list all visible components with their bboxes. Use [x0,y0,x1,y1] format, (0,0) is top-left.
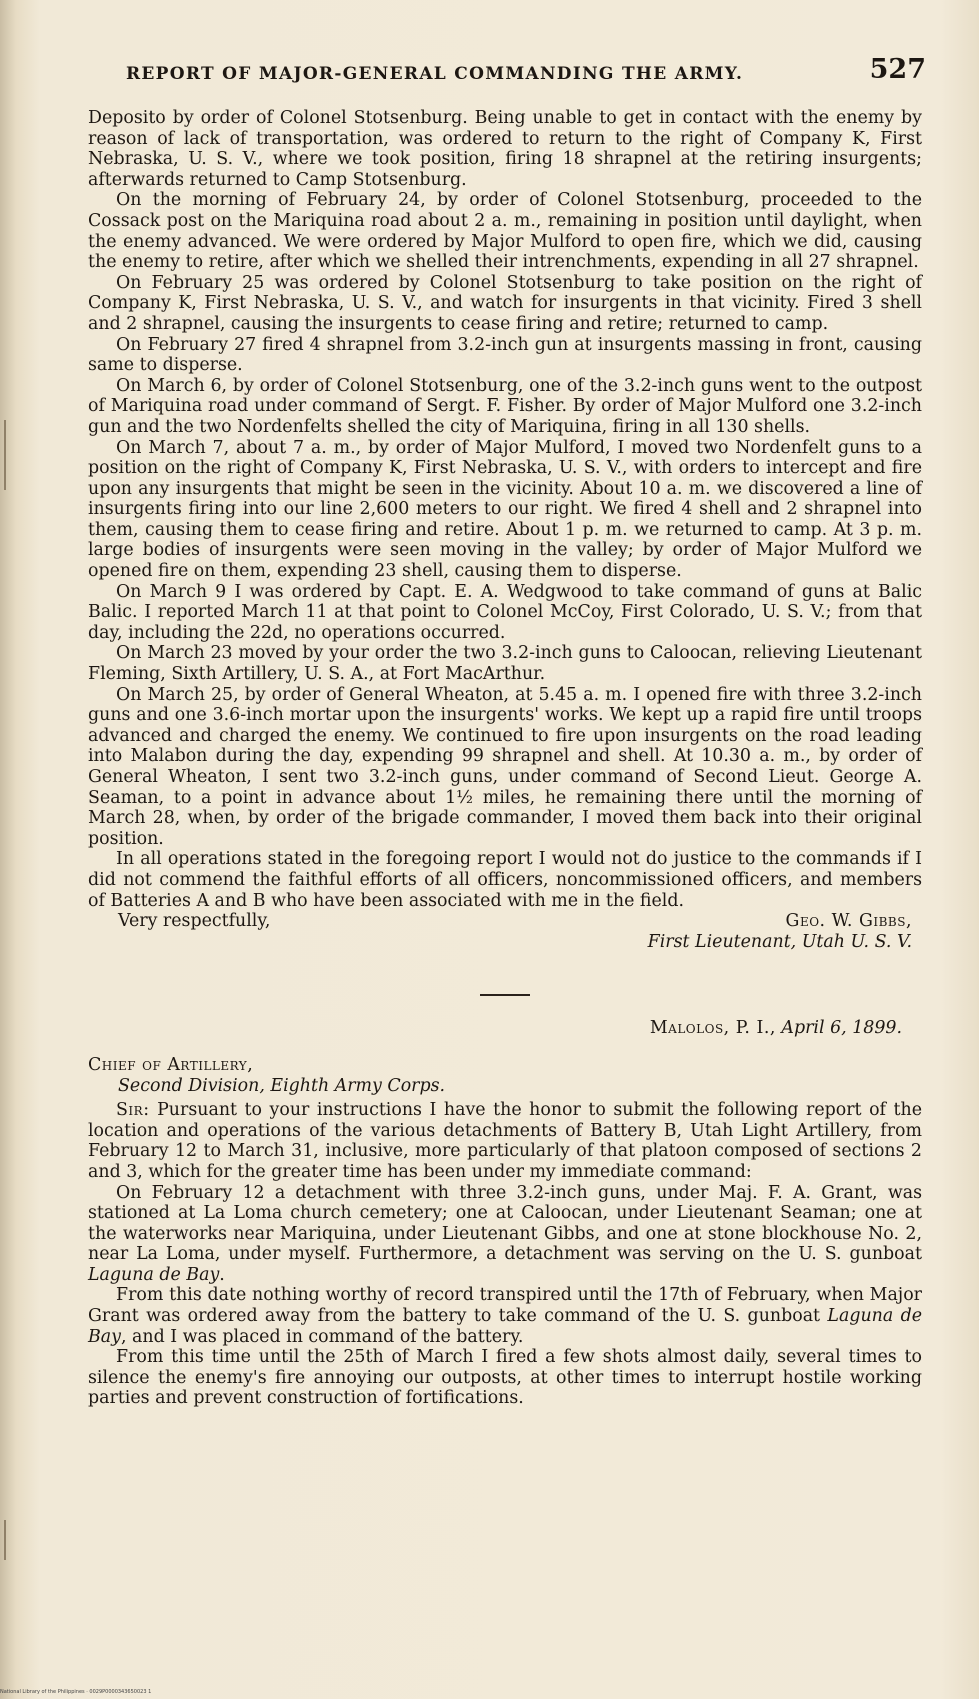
salutation-sir: Sir: [116,1100,150,1121]
paragraph [88,1285,922,1347]
scan-imprint: National Library of the Philippines · 0029P0000343650023 1 [0,1689,152,1695]
paragraph: On March 25, by order of General Wheaton, at 5.45 a. m. I opened fire with three 3.2-inch guns and one 3.6-inch mortar upon the insurgents' works. We kept up a rapid fire until troops advanced and charged the enemy. We continued to fire upon insurgents on the road leading into Malabon during the day, expending 99 shrapnel and shell. At 10.30 a. m., by order of General Wheaton, I sent two 3.2-inch guns, under command of Second Lieut. George A. Seaman, to a point in advance about 1½ miles, he remaining there until the morning of March 28, when, by order of the brigade commander, I moved them back into their original position. [88,684,922,849]
section-divider [480,994,530,996]
page-header [126,54,926,90]
dateline [88,1018,922,1039]
signature-block [88,911,922,952]
addressee: Chief of Artillery, [88,1054,254,1075]
paragraph: On March 7, about 7 a. m., by order of Major Mulford, I moved two Nordenfelt guns to a position on the right of Company K, First Nebraska, U. S. V., with orders to intercept and fire upon any insurgents that might be seen in the vicinity. About 10 a. m. we discovered a line of insurgents firing into our line 2,600 meters to our right. We fired 4 shell and 2 shrapnel into them, causing them to cease firing and retire. About 1 p. m. we returned to camp. At 3 p. m. large bodies of insurgents were seen moving in the valley; by order of Major Mulford we opened fire on them, expending 23 shell, causing them to disperse. [88,437,922,582]
paragraph: On March 23 moved by your order the two 3.2-inch guns to Caloocan, relieving Lieutenant Fleming, Sixth Artillery, U. S. A., at Fort MacArthur. [88,643,922,685]
paragraph-text: From this date nothing worthy of record transpired until the 17th of February, when Major Grant was ordered away from the battery to take command of the U. S. gunboat [88,1285,922,1327]
paragraph: On the morning of February 24, by order of Colonel Stotsenburg, proceeded to the Cossack post on the Mariquina road about 2 a. m., remaining in position until daylight, when the enemy advanced. We were ordered by Major Mulford to open fire, which we did, causing the enemy to retire, after which we shelled their intrenchments, expending in all 27 shrapnel. [88,190,922,273]
paragraph-text: On February 12 a detachment with three 3.2-inch guns, under Maj. F. A. Grant, was stationed at La Loma church cemetery; one at Caloocan, under Lieutenant Seaman; one at the waterworks near Mariquina, under Lieutenant Gibbs, and one at stone blockhouse No. 2, near La Loma, under myself. Furthermore, a detachment was serving on the U. S. gunboat [88,1182,922,1265]
addressee-sub: Second Division, Eighth Army Corps. [118,1075,446,1096]
page-edge-mark [4,420,6,490]
paragraph [88,1183,922,1286]
report-gibbs [88,108,922,952]
dateline-date: April 6, 1899. [781,1018,902,1039]
signer-title: First Lieutenant, Utah U. S. V. [647,931,912,952]
running-head: REPORT OF MAJOR-GENERAL COMMANDING THE ARMY. [126,64,744,84]
dateline-place: Malolos, P. I., [649,1018,776,1039]
page-body [88,108,922,1409]
paragraph-text: Pursuant to your instructions I have the honor to submit the following report of the location and operations of the various detachments of Battery B, Utah Light Artillery, from February 12 to March 31, inclusive, more particularly of that platoon composed of sections 2 and 3, which for the greater time has been under my immediate command: [88,1100,923,1182]
paragraph: Deposito by order of Colonel Stotsenburg. Being unable to get in contact with the enemy by reason of lack of transportation, was ordered to return to the right of Company K, First Nebraska, U. S. V., where we took position, firing 18 shrapnel at the retiring insurgents; afterwards returned to Camp Stotsenburg. [88,108,922,190]
paragraph: From this time until the 25th of March I fired a few shots almost daily, several times to silence the enemy's fire annoying our outposts, at other times to interrupt hostile working parties and prevent construction of fortifications. [88,1347,922,1409]
paragraph: On February 25 was ordered by Colonel Stotsenburg to take position on the right of Company K, First Nebraska, U. S. V., and watch for insurgents in that vicinity. Fired 3 shell and 2 shrapnel, causing the insurgents to cease firing and retire; returned to camp. [88,272,922,334]
paragraph [88,1100,922,1182]
report-battery-b [88,1018,922,1409]
paragraph: On March 9 I was ordered by Capt. E. A. Wedgwood to take command of guns at Balic Balic. I reported March 11 at that point to Colonel McCoy, First Colorado, U. S. V.; from that day, including the 22d, no operations occurred. [88,581,922,643]
ship-name: Laguna de Bay [88,1306,922,1347]
signer-name: Geo. W. Gibbs, [785,911,912,932]
paragraph-text: . [219,1264,225,1285]
signer [648,911,922,952]
page-number: 527 [869,54,926,85]
paragraph: On February 27 fired 4 shrapnel from 3.2-inch gun at insurgents massing in front, causing same to disperse. [88,334,922,376]
page-edge-mark [4,1520,6,1560]
paragraph-text: , and I was placed in command of the battery. [120,1326,524,1347]
ship-name: Laguna de Bay [88,1264,220,1285]
paragraph: On March 6, by order of Colonel Stotsenburg, one of the 3.2-inch guns went to the outpost of Mariquina road under command of Sergt. F. Fisher. By order of Major Mulford one 3.2-inch gun and the two Nordenfelts shelled the city of Mariquina, firing in all 130 shells. [88,375,922,437]
paragraph: In all operations stated in the foregoing report I would not do justice to the commands if I did not commend the faithful efforts of all officers, noncommissioned officers, and members of Batteries A and B who have been associated with me in the field. [88,849,922,911]
closing: Very respectfully, [118,911,271,932]
